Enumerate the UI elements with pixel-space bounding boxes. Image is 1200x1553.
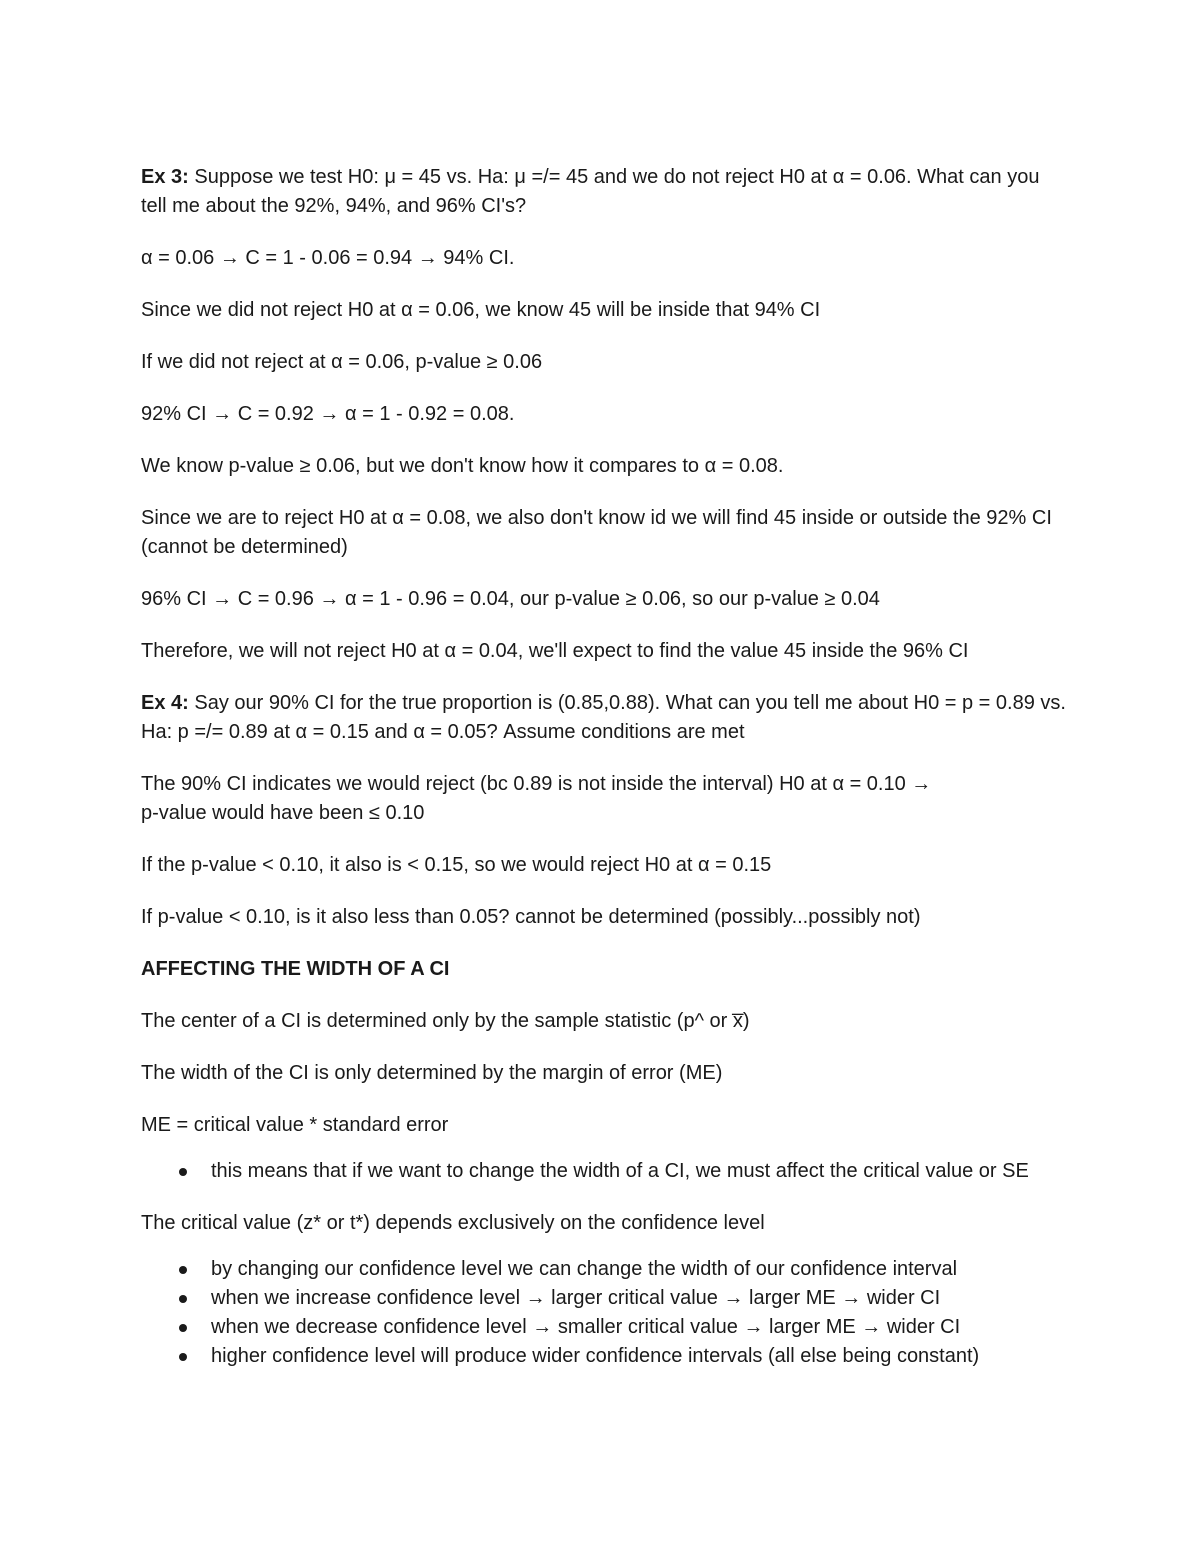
ex3-line: 96% CI → C = 0.96 → α = 1 - 0.96 = 0.04, our p-value ≥ 0.06, so our p-value ≥ 0.04 <box>141 588 880 610</box>
ex3-line: Since we did not reject H0 at α = 0.06, we know 45 will be inside that 94% CI <box>141 299 821 321</box>
ex3-line: 92% CI → C = 0.92 → α = 1 - 0.92 = 0.08. <box>141 403 515 425</box>
ex3-line: Since we are to reject H0 at α = 0.08, we also don't know id we will find 45 inside or outside the 92% CI (cannot be determined) <box>141 507 1058 558</box>
me-bullet-list <box>141 1157 1066 1186</box>
document-page <box>141 163 1072 1371</box>
ex3-question <box>141 163 1066 221</box>
ex3-line: α = 0.06 → C = 1 - 0.06 = 0.94 → 94% CI. <box>141 247 515 269</box>
list-item <box>141 1313 1066 1342</box>
bullet-icon <box>179 1324 187 1332</box>
list-item-text: this means that if we want to change the width of a CI, we must affect the critical value or SE <box>211 1160 1029 1182</box>
ex3-line: Therefore, we will not reject H0 at α = 0.04, we'll expect to find the value 45 inside the 96% CI <box>141 640 969 662</box>
center-line: The center of a CI is determined only by the sample statistic (p^ or x̅) <box>141 1010 750 1032</box>
section-heading: AFFECTING THE WIDTH OF A CI <box>141 958 450 980</box>
ex4-line: If p-value < 0.10, is it also less than 0.05? cannot be determined (possibly...possibly not) <box>141 906 921 928</box>
list-item-text: higher confidence level will produce wider confidence intervals (all else being constant) <box>211 1345 980 1367</box>
bullet-icon <box>179 1353 187 1361</box>
ex4-line-part: p-value would have been ≤ 0.10 <box>141 802 425 824</box>
bullet-icon <box>179 1295 187 1303</box>
width-line: The width of the CI is only determined by the margin of error (ME) <box>141 1062 723 1084</box>
ex4-line <box>141 770 1066 828</box>
critical-bullet-list <box>141 1255 1066 1371</box>
list-item <box>141 1284 1066 1313</box>
list-item-text: when we increase confidence level → larger critical value → larger ME → wider CI <box>211 1287 941 1309</box>
bullet-icon <box>179 1266 187 1274</box>
bullet-icon <box>179 1168 187 1176</box>
ex4-question-text: Say our 90% CI for the true proportion is (0.85,0.88). What can you tell me about H0 = p = 0.89 vs. Ha: p =/= 0.89 at α = 0.15 and α = 0.05? Assume conditions are met <box>141 692 1072 743</box>
ex3-label: Ex 3: <box>141 166 189 188</box>
me-line: ME = critical value * standard error <box>141 1114 449 1136</box>
list-item-text: when we decrease confidence level → smaller critical value → larger ME → wider CI <box>211 1316 961 1338</box>
ex4-line: If the p-value < 0.10, it also is < 0.15, so we would reject H0 at α = 0.15 <box>141 854 772 876</box>
list-item <box>141 1342 1066 1371</box>
list-item <box>141 1157 1066 1186</box>
ex3-line: We know p-value ≥ 0.06, but we don't know how it compares to α = 0.08. <box>141 455 784 477</box>
ex4-question <box>141 689 1072 747</box>
ex4-label: Ex 4: <box>141 692 189 714</box>
list-item <box>141 1255 1066 1284</box>
ex3-line: If we did not reject at α = 0.06, p-value ≥ 0.06 <box>141 351 543 373</box>
ex3-question-text: Suppose we test H0: μ = 45 vs. Ha: μ =/= 45 and we do not reject H0 at α = 0.06. What can you tell me about the 92%, 94%, and 96% CI's? <box>141 166 1046 217</box>
ex4-line-part: The 90% CI indicates we would reject (bc 0.89 is not inside the interval) H0 at α = 0.10 → <box>141 773 932 795</box>
list-item-text: by changing our confidence level we can change the width of our confidence interval <box>211 1258 958 1280</box>
critical-line: The critical value (z* or t*) depends exclusively on the confidence level <box>141 1212 765 1234</box>
